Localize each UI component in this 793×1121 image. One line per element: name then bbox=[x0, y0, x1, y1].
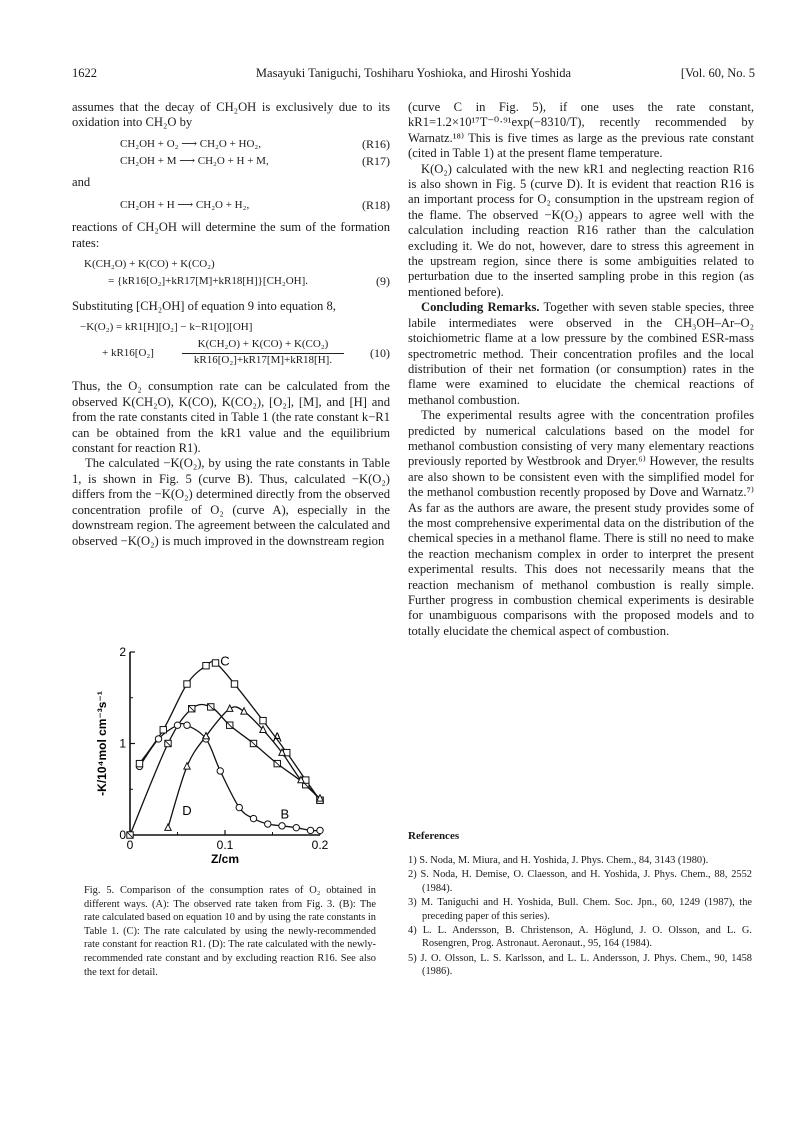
data-point-C bbox=[160, 727, 166, 733]
data-point-C bbox=[184, 681, 190, 687]
page-number: 1622 bbox=[72, 66, 97, 80]
paragraph: (curve C in Fig. 5), if one uses the rate constant, kR1=1.2×10¹⁷T⁻⁰·⁹¹exp(−8310/T), recently recommended by Warnatz.¹⁸⁾ This is five times as large as the previous rate constant (cited in Table 1) at the present flame temperature. bbox=[408, 100, 754, 161]
curve-label-D: D bbox=[182, 802, 192, 818]
paragraph: assumes that the decay of CH₂OH is exclusively due to its oxidation into CH₂O by bbox=[72, 100, 390, 130]
data-point-B bbox=[236, 804, 242, 810]
figure-5-chart bbox=[78, 642, 398, 867]
data-point-B bbox=[155, 736, 161, 742]
paragraph: reactions of CH₂OH will determine the sum of the formation rates: bbox=[72, 220, 390, 250]
data-point-C bbox=[231, 681, 237, 687]
reference-item: 4) L. L. Andersson, B. Christenson, A. Höglund, J. O. Olsson, and L. G. Rosengren, Prog. Astronaut. Aeronaut., 95, 164 (1984). bbox=[408, 925, 752, 950]
equation-10-fraction: + kR16[O₂] K(CH₂O) + K(CO) + K(CO₂) kR16[O₂]+kR17[M]+kR18[H]. (10) bbox=[102, 338, 390, 367]
y-axis-label: -K/10⁴mol cm⁻³s⁻¹ bbox=[95, 691, 109, 796]
curve-label-C: C bbox=[220, 653, 230, 669]
data-point-B bbox=[174, 722, 180, 728]
right-column bbox=[408, 100, 754, 639]
data-point-C bbox=[203, 663, 209, 669]
data-point-B bbox=[293, 824, 299, 830]
x-axis-label: Z/cm bbox=[210, 852, 240, 866]
reference-item: 1) S. Noda, M. Miura, and H. Yoshida, J. Phys. Chem., 84, 3143 (1980). bbox=[408, 855, 709, 866]
references-list bbox=[408, 854, 752, 980]
data-point-B bbox=[250, 815, 256, 821]
data-point-B bbox=[317, 827, 323, 833]
curve-label-A: A bbox=[272, 729, 282, 745]
running-authors: Masayuki Taniguchi, Toshiharu Yoshioka, and Hiroshi Yoshida bbox=[255, 66, 572, 80]
data-point-B bbox=[184, 722, 190, 728]
equation-10-line1: −K(O₂) = kR1[H][O₂] − k−R1[O][OH] bbox=[80, 321, 253, 334]
reference-item: 5) J. O. Olsson, L. S. Karlsson, and L. L. Andersson, J. Phys. Chem., 90, 1458 (1986). bbox=[408, 952, 752, 978]
reference-item: 2) S. Noda, H. Demise, O. Claesson, and H. Yoshida, J. Phys. Chem., 88, 2552 (1984). bbox=[408, 869, 752, 894]
left-column bbox=[72, 100, 390, 549]
paragraph: The experimental results agree with the concentration profiles predicted by numerical calculations based on the model for methanol combustion consisting of very many elementary reactions previously reported by Westbrook and Dryer.⁶⁾ However, the results are also shown to be consistent even with the simplified model for the methanol combustion recently proposed by Dove and Warnatz.⁷⁾ As far as the authors are aware, the present study provides some of the most comprehensive experimental data on the distribution of the chemical species in a methanol flame. There is still no need to make the reaction mechanism complex in order to interpret the present experimental results. This does not necessarily means that the reaction mechanism of methanol combustion is really simple. Further progress in combustion chemical experiments is desirable for unambiguous comparisons with the proposed models and to totally elucidate the chemical aspect of combustion. bbox=[408, 408, 754, 638]
paragraph: Concluding Remarks. Together with seven stable species, three labile intermediates were observed in the CH₃OH–Ar–O₂ stoichiometric flame at a low pressure by the combined ESR-mass spectrometric method. Their concentration profiles and the local distribution of their net formation (or consumption) rates in the flame were examined to elucidate the chemical reactions of methanol combustion. bbox=[408, 300, 754, 407]
data-point-B bbox=[279, 823, 285, 829]
figure-caption: Fig. 5. Comparison of the consumption rates of O₂ obtained in different ways. (A): The observed rate taken from Fig. 3. (B): The rate calculated based on equation 10 and by using the rate constants in Table 1. (C): The rate calculated by using the newly-recommended rate constant for reaction R1. (D): The rate calculated with the newly-recommended rate constant and by excluding reaction R16. See also the text for detail. bbox=[84, 885, 376, 978]
data-point-D bbox=[184, 763, 190, 769]
data-point-C bbox=[260, 717, 266, 723]
equation-9-line2: = {kR16[O₂]+kR17[M]+kR18[H]}[CH₂OH]. (9) bbox=[108, 274, 390, 289]
data-point-D bbox=[241, 708, 247, 714]
equation-9-line1: K(CH₂O) + K(CO) + K(CO₂) bbox=[84, 258, 215, 271]
data-point-C bbox=[212, 660, 218, 666]
data-point-D bbox=[165, 824, 171, 830]
paragraph: and bbox=[72, 174, 91, 189]
data-point-D bbox=[227, 705, 233, 711]
references-heading: References bbox=[408, 830, 460, 842]
data-point-B bbox=[265, 821, 271, 827]
y-tick-label: 2 bbox=[119, 645, 126, 659]
running-header bbox=[72, 66, 755, 84]
series-line-A bbox=[130, 704, 320, 835]
paragraph: Thus, the O₂ consumption rate can be calculated from the observed K(CH₂O), K(CO), K(CO₂), [O₂], [M], and [H] and from the rate constants cited in Table 1 (the rate constant k−R1 can be obtained from the kR1 value and the equilibrium constant for reaction R1). bbox=[72, 379, 390, 456]
curve-label-B: B bbox=[280, 806, 290, 822]
x-tick-label: 0 bbox=[126, 838, 134, 852]
data-point-B bbox=[217, 768, 223, 774]
paragraph: Substituting [CH₂OH] of equation 9 into equation 8, bbox=[72, 299, 336, 314]
data-point-C bbox=[136, 760, 142, 766]
y-tick-label: 0 bbox=[119, 828, 126, 842]
equation-r17: CH₂OH + M ⟶ CH₂O + H + M, (R17) bbox=[120, 153, 390, 168]
x-tick-label: 0.2 bbox=[311, 838, 329, 852]
volume-info: [Vol. 60, No. 5 bbox=[680, 66, 755, 80]
reference-item: 3) M. Taniguchi and H. Yoshida, Bull. Chem. Soc. Jpn., 60, 1249 (1987), the preceding paper of this series). bbox=[408, 897, 752, 922]
series-line-B bbox=[140, 723, 321, 830]
paragraph: K(O₂) calculated with the new kR1 and neglecting reaction R16 is also shown in Fig. 5 (curve D). It is evident that reaction R16 is an important process for O₂ consumption in the upstream region of the flame. The observed −K(O₂) appears to agree well with the calculation including reaction R16 rather than the calculation excluding it. We do not, however, dare to stress this agreement in the upstream region, since there is some ambiguities related to perturbation due to the inserted sampling probe in this region (as mentioned before). bbox=[408, 161, 754, 299]
y-tick-label: 1 bbox=[119, 736, 126, 751]
equation-r18: CH₂OH + H ⟶ CH₂O + H₂, (R18) bbox=[120, 198, 390, 213]
section-heading: Concluding Remarks. bbox=[421, 300, 540, 315]
paragraph: The calculated −K(O₂), by using the rate constants in Table 1, is shown in Fig. 5 (curve B). Thus, calculated −K(O₂) differs from the −K(O₂) determined directly from the observed concentration profile of O₂ (curve A), especially in the downstream region. The agreement between the calculated and observed −K(O₂) is much improved in the downstream region bbox=[72, 456, 390, 548]
equation-r16: CH₂OH + O₂ ⟶ CH₂O + HO₂, (R16) bbox=[120, 136, 390, 151]
data-point-B bbox=[307, 827, 313, 833]
x-tick-label: 0.1 bbox=[216, 838, 234, 852]
